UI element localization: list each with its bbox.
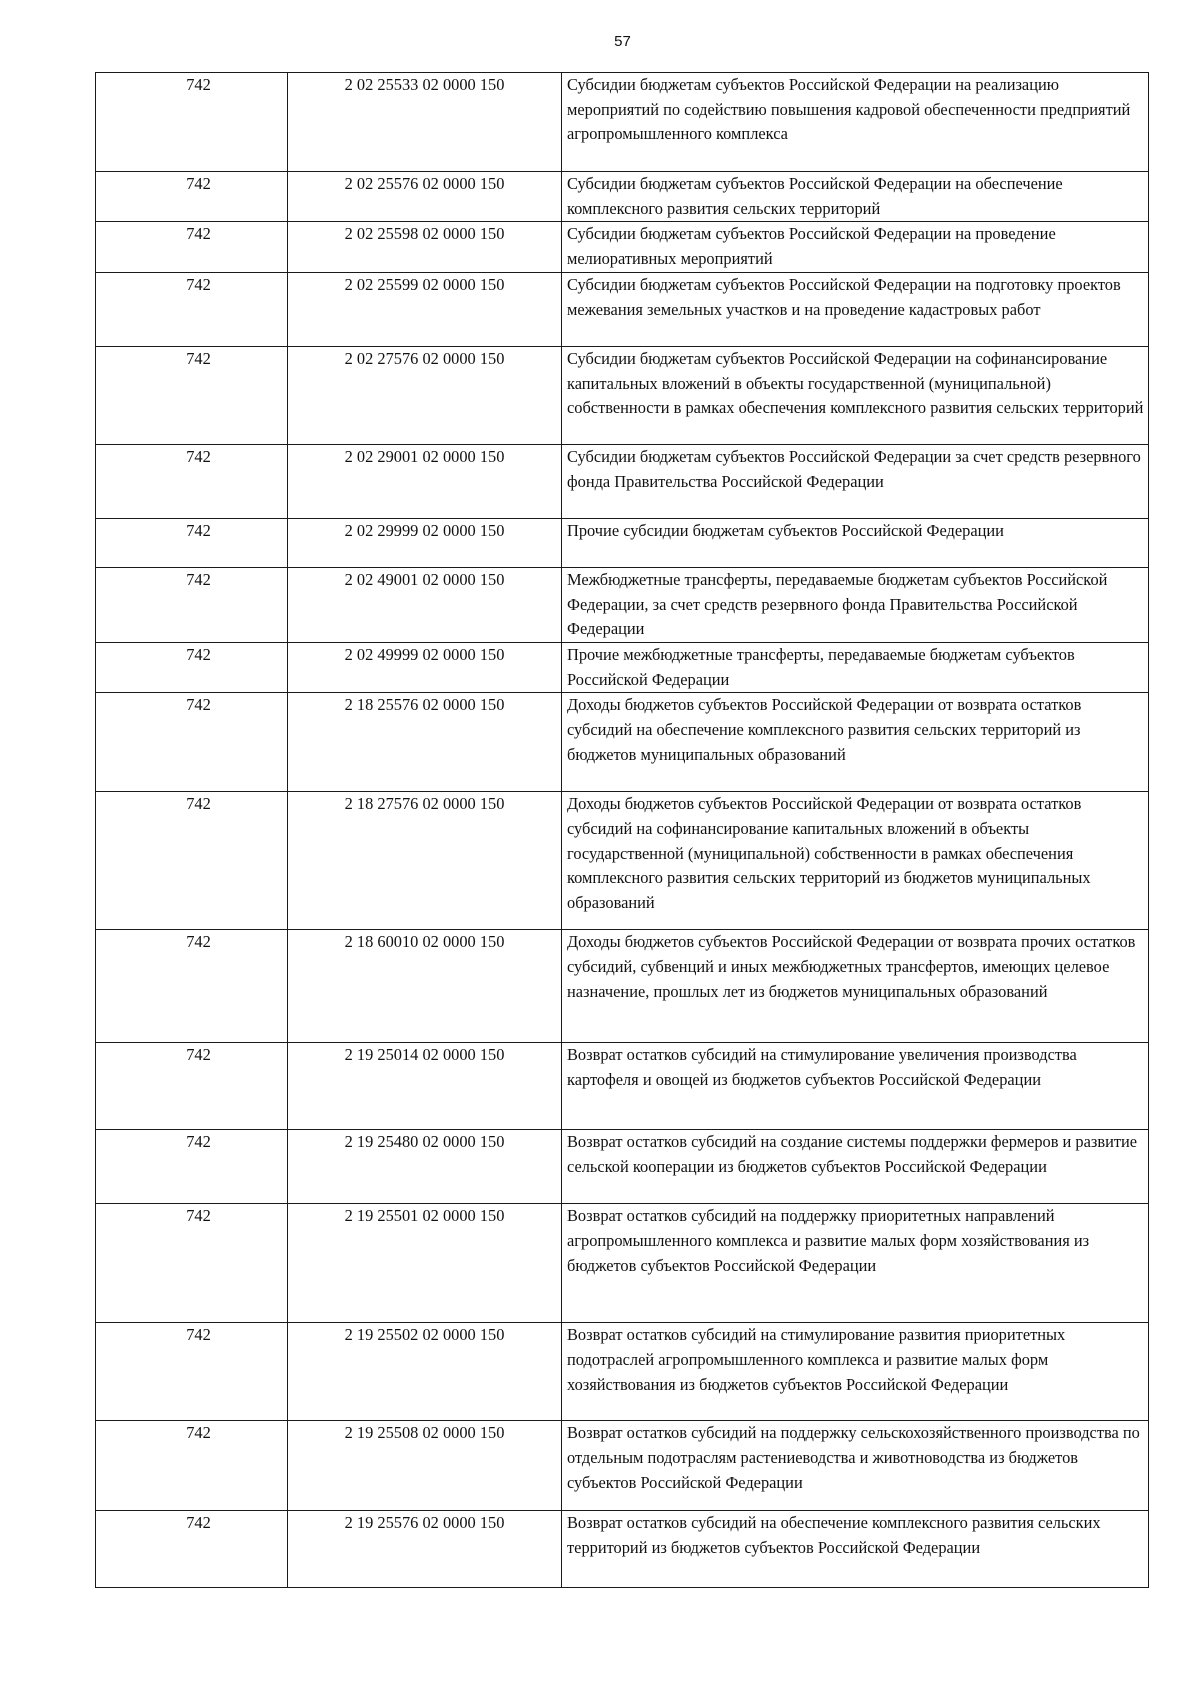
description-cell: Доходы бюджетов субъектов Российской Федерации от возврата остатков субсидий на обеспечение комплексного развития сельских территорий из бюджетов муниципальных образований (562, 693, 1149, 792)
description-cell: Возврат остатков субсидий на стимулирование развития приоритетных подотраслей агропромышленного комплекса и развитие малых форм хозяйствования из бюджетов субъектов Российской Федерации (562, 1323, 1149, 1421)
admin-code-cell: 742 (96, 172, 288, 222)
description-cell: Субсидии бюджетам субъектов Российской Федерации на обеспечение комплексного развития сельских территорий (562, 172, 1149, 222)
budget-code-cell: 2 02 27576 02 0000 150 (288, 346, 562, 444)
table-row (96, 930, 1149, 1043)
table-row (96, 444, 1149, 518)
admin-code-cell: 742 (96, 73, 288, 172)
table-row (96, 792, 1149, 930)
budget-code-cell: 2 18 27576 02 0000 150 (288, 792, 562, 930)
description-cell: Возврат остатков субсидий на обеспечение комплексного развития сельских территорий из бюджетов субъектов Российской Федерации (562, 1511, 1149, 1588)
description-cell: Прочие межбюджетные трансферты, передаваемые бюджетам субъектов Российской Федерации (562, 642, 1149, 692)
budget-code-cell: 2 02 29999 02 0000 150 (288, 518, 562, 567)
budget-codes-table-body (96, 73, 1149, 1588)
admin-code-cell: 742 (96, 693, 288, 792)
table-row (96, 518, 1149, 567)
budget-code-cell: 2 19 25576 02 0000 150 (288, 1511, 562, 1588)
table-row (96, 1043, 1149, 1130)
table-row (96, 272, 1149, 346)
table-row (96, 693, 1149, 792)
table-row (96, 346, 1149, 444)
budget-code-cell: 2 02 49001 02 0000 150 (288, 567, 562, 642)
budget-code-cell: 2 02 25576 02 0000 150 (288, 172, 562, 222)
description-cell: Субсидии бюджетам субъектов Российской Федерации на проведение мелиоративных мероприятий (562, 222, 1149, 272)
description-cell: Межбюджетные трансферты, передаваемые бюджетам субъектов Российской Федерации, за счет средств резервного фонда Правительства Российской Федерации (562, 567, 1149, 642)
table-row (96, 1204, 1149, 1323)
budget-code-cell: 2 02 25599 02 0000 150 (288, 272, 562, 346)
admin-code-cell: 742 (96, 792, 288, 930)
admin-code-cell: 742 (96, 346, 288, 444)
table-row (96, 1130, 1149, 1204)
budget-code-cell: 2 02 25533 02 0000 150 (288, 73, 562, 172)
table-row (96, 1511, 1149, 1588)
description-cell: Возврат остатков субсидий на поддержку сельскохозяйственного производства по отдельным подотраслям растениеводства и животноводства из бюджетов субъектов Российской Федерации (562, 1421, 1149, 1511)
budget-code-cell: 2 02 29001 02 0000 150 (288, 444, 562, 518)
budget-code-cell: 2 19 25480 02 0000 150 (288, 1130, 562, 1204)
description-cell: Доходы бюджетов субъектов Российской Федерации от возврата прочих остатков субсидий, субвенций и иных межбюджетных трансфертов, имеющих целевое назначение, прошлых лет из бюджетов муниципальных образований (562, 930, 1149, 1043)
description-cell: Возврат остатков субсидий на стимулирование увеличения производства картофеля и овощей из бюджетов субъектов Российской Федерации (562, 1043, 1149, 1130)
description-cell: Доходы бюджетов субъектов Российской Федерации от возврата остатков субсидий на софинансирование капитальных вложений в объекты государственной (муниципальной) собственности в рамках обеспечения комплексного развития сельских территорий из бюджетов муниципальных образований (562, 792, 1149, 930)
table-row (96, 1421, 1149, 1511)
admin-code-cell: 742 (96, 1421, 288, 1511)
budget-code-cell: 2 19 25501 02 0000 150 (288, 1204, 562, 1323)
admin-code-cell: 742 (96, 1204, 288, 1323)
admin-code-cell: 742 (96, 444, 288, 518)
table-row (96, 222, 1149, 272)
budget-code-cell: 2 18 60010 02 0000 150 (288, 930, 562, 1043)
table-row (96, 1323, 1149, 1421)
admin-code-cell: 742 (96, 518, 288, 567)
admin-code-cell: 742 (96, 1323, 288, 1421)
admin-code-cell: 742 (96, 222, 288, 272)
budget-code-cell: 2 02 25598 02 0000 150 (288, 222, 562, 272)
admin-code-cell: 742 (96, 642, 288, 692)
admin-code-cell: 742 (96, 1043, 288, 1130)
description-cell: Субсидии бюджетам субъектов Российской Федерации на подготовку проектов межевания земельных участков и на проведение кадастровых работ (562, 272, 1149, 346)
description-cell: Субсидии бюджетам субъектов Российской Федерации на реализацию мероприятий по содействию повышения кадровой обеспеченности предприятий агропромышленного комплекса (562, 73, 1149, 172)
description-cell: Субсидии бюджетам субъектов Российской Федерации на софинансирование капитальных вложений в объекты государственной (муниципальной) собственности в рамках обеспечения комплексного развития сельских территорий (562, 346, 1149, 444)
description-cell: Возврат остатков субсидий на поддержку приоритетных направлений агропромышленного комплекса и развитие малых форм хозяйствования из бюджетов субъектов Российской Федерации (562, 1204, 1149, 1323)
budget-code-cell: 2 19 25508 02 0000 150 (288, 1421, 562, 1511)
budget-code-cell: 2 02 49999 02 0000 150 (288, 642, 562, 692)
admin-code-cell: 742 (96, 930, 288, 1043)
table-row (96, 567, 1149, 642)
admin-code-cell: 742 (96, 1130, 288, 1204)
description-cell: Возврат остатков субсидий на создание системы поддержки фермеров и развитие сельской кооперации из бюджетов субъектов Российской Федерации (562, 1130, 1149, 1204)
page-number: 57 (614, 33, 631, 50)
budget-codes-table (95, 72, 1149, 1588)
admin-code-cell: 742 (96, 567, 288, 642)
admin-code-cell: 742 (96, 1511, 288, 1588)
admin-code-cell: 742 (96, 272, 288, 346)
description-cell: Прочие субсидии бюджетам субъектов Российской Федерации (562, 518, 1149, 567)
table-row (96, 642, 1149, 692)
budget-code-cell: 2 19 25502 02 0000 150 (288, 1323, 562, 1421)
table-row (96, 172, 1149, 222)
budget-code-cell: 2 19 25014 02 0000 150 (288, 1043, 562, 1130)
description-cell: Субсидии бюджетам субъектов Российской Федерации за счет средств резервного фонда Правительства Российской Федерации (562, 444, 1149, 518)
budget-code-cell: 2 18 25576 02 0000 150 (288, 693, 562, 792)
table-row (96, 73, 1149, 172)
